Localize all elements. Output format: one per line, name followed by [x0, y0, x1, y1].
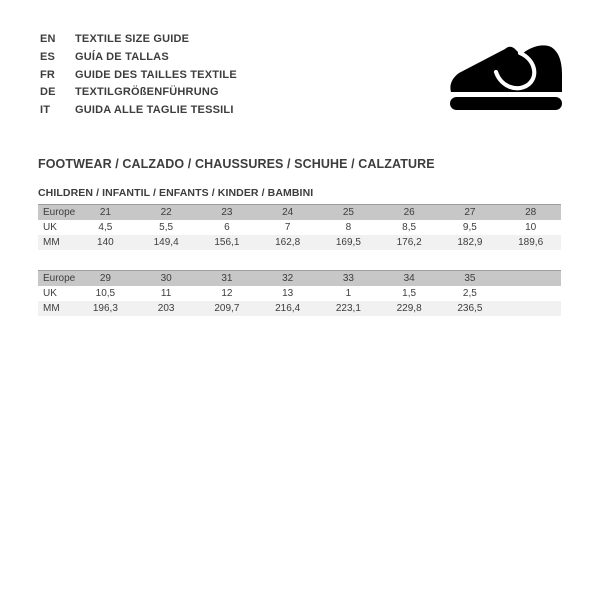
size-row-mm	[38, 235, 561, 250]
children-size-table-2	[38, 270, 561, 316]
language-title: TEXTILGRÖßENFÜHRUNG	[75, 86, 219, 99]
language-title: GUIDA ALLE TAGLIE TESSILI	[75, 104, 234, 117]
size-cell: 203	[157, 302, 175, 314]
language-code: FR	[40, 68, 56, 81]
size-cell: 10	[525, 221, 537, 233]
size-cell: 176,2	[396, 236, 422, 248]
size-cell: 8,5	[402, 221, 417, 233]
language-code: ES	[40, 50, 56, 63]
size-cell: 196,3	[92, 302, 118, 314]
size-cell: 11	[160, 287, 172, 299]
language-row	[40, 49, 237, 67]
size-cell: 27	[464, 206, 476, 218]
row-header: MM	[43, 302, 60, 314]
size-cell: 23	[221, 206, 233, 218]
size-cell: 9,5	[462, 221, 477, 233]
size-cell: 1	[345, 287, 352, 299]
size-cell: 169,5	[335, 236, 361, 248]
row-header: Europe	[43, 272, 75, 284]
language-code: DE	[40, 86, 56, 99]
language-title: TEXTILE SIZE GUIDE	[75, 33, 190, 45]
size-cell: 162,8	[275, 236, 301, 248]
size-cell: 236,5	[457, 302, 483, 314]
size-row-mm	[38, 301, 561, 316]
language-title-list	[40, 31, 237, 120]
size-cell: 209,7	[214, 302, 240, 314]
size-cell	[500, 286, 561, 301]
language-row	[40, 31, 237, 49]
language-code: EN	[40, 33, 56, 45]
row-header: UK	[43, 287, 57, 299]
size-row-uk	[38, 286, 561, 301]
language-row	[40, 67, 237, 85]
size-cell: 33	[342, 272, 354, 284]
language-code: IT	[40, 104, 51, 117]
size-cell: 22	[160, 206, 172, 218]
size-cell: 189,6	[518, 236, 544, 248]
size-cell	[500, 301, 561, 316]
language-row	[40, 102, 237, 120]
size-cell: 13	[282, 287, 294, 299]
language-row	[40, 84, 237, 102]
row-header: MM	[43, 236, 60, 248]
size-cell: 10,5	[95, 287, 116, 299]
size-cell: 5,5	[159, 221, 174, 233]
size-cell: 35	[464, 272, 476, 284]
size-cell: 34	[403, 272, 415, 284]
size-cell: 4,5	[98, 221, 113, 233]
subsection-title: CHILDREN / INFANTIL / ENFANTS / KINDER / BAMBINI	[38, 187, 314, 199]
row-header: UK	[43, 221, 57, 233]
size-cell: 24	[282, 206, 294, 218]
size-cell: 8	[345, 221, 352, 233]
size-cell: 29	[99, 272, 111, 284]
size-cell: 149,4	[153, 236, 179, 248]
size-cell: 140	[97, 236, 114, 248]
row-header: Europe	[43, 206, 75, 218]
language-title: GUIDE DES TAILLES TEXTILE	[75, 68, 237, 81]
size-cell: 12	[221, 287, 233, 299]
size-cell: 30	[160, 272, 172, 284]
size-row-europe	[38, 271, 561, 286]
children-size-table-1	[38, 204, 561, 250]
size-row-uk	[38, 220, 561, 235]
size-cell: 6	[224, 221, 230, 233]
size-cell	[500, 271, 561, 286]
size-cell: 182,9	[457, 236, 483, 248]
size-cell: 216,4	[275, 302, 301, 314]
size-cell: 7	[284, 221, 291, 233]
size-cell: 32	[282, 272, 294, 284]
size-cell: 26	[403, 206, 415, 218]
size-cell: 31	[221, 272, 233, 284]
size-cell: 28	[525, 206, 537, 218]
size-cell: 21	[99, 206, 111, 218]
size-cell: 25	[342, 206, 354, 218]
size-cell: 223,1	[335, 302, 361, 314]
language-title: GUÍA DE TALLAS	[75, 50, 169, 63]
size-cell: 229,8	[396, 302, 422, 314]
size-row-europe	[38, 205, 561, 220]
size-cell: 2,5	[462, 287, 477, 299]
size-cell: 156,1	[214, 236, 240, 248]
section-title: FOOTWEAR / CALZADO / CHAUSSURES / SCHUHE / CALZATURE	[38, 157, 435, 171]
children-shoe-icon	[449, 40, 563, 110]
size-cell: 1,5	[402, 287, 417, 299]
